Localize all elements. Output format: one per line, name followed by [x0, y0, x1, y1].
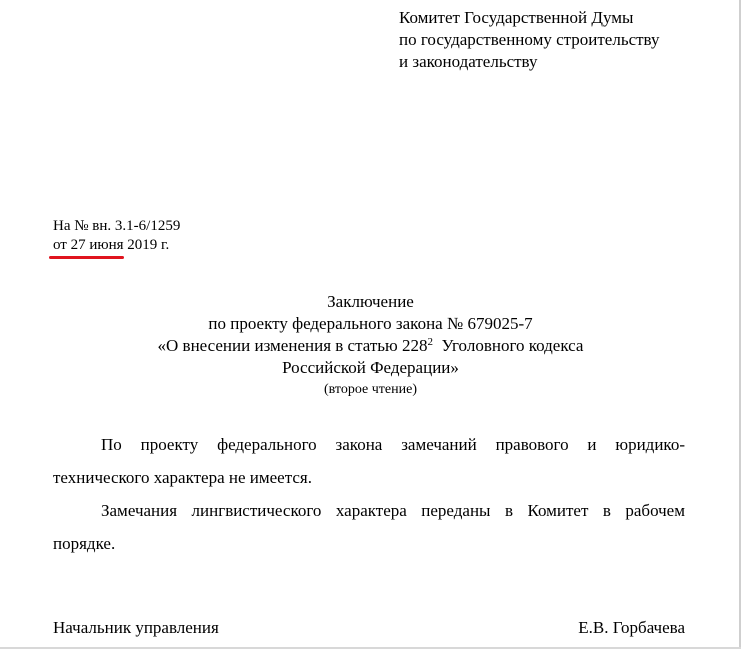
title-heading: Заключение — [327, 292, 414, 311]
title-bill-name-end: Российской Федерации» — [282, 358, 459, 377]
title-bill-number: по проекту федерального закона № 679025-7 — [208, 314, 533, 333]
title-reading: (второе чтение) — [324, 382, 417, 397]
paragraph-2 — [53, 500, 685, 554]
title-bill-name-prefix: «О внесении изменения в статью 228 — [157, 336, 428, 355]
title-article-superscript: 2 — [427, 336, 433, 348]
title-bill-name-suffix: Уголовного кодекса — [432, 336, 584, 355]
addressee-block — [399, 7, 660, 73]
reference-date: от 27 июня 2019 г. — [53, 237, 170, 253]
paragraph-1 — [53, 434, 685, 488]
signature-name: Е.В. Горбачева — [578, 618, 685, 637]
addressee-line-2: по государственному строительству — [399, 30, 660, 49]
addressee-line-3: и законодательству — [399, 52, 538, 71]
title-bill-name — [0, 335, 741, 356]
addressee-line-1: Комитет Государственной Думы — [399, 8, 634, 27]
paragraph-2-line-1: Замечания лингвистического характера переданы в Комитет в рабочем — [101, 501, 685, 520]
paragraph-1-line-1: По проекту федерального закона замечаний правового и юридико- — [101, 435, 685, 454]
signature-role: Начальник управления — [53, 618, 219, 637]
reference-block — [53, 217, 180, 255]
reference-number: На № вн. 3.1-6/1259 — [53, 218, 181, 234]
date-red-underline — [49, 256, 124, 259]
paragraph-1-line-2: технического характера не имеется. — [53, 468, 312, 487]
paragraph-2-line-2: порядке. — [53, 534, 116, 553]
